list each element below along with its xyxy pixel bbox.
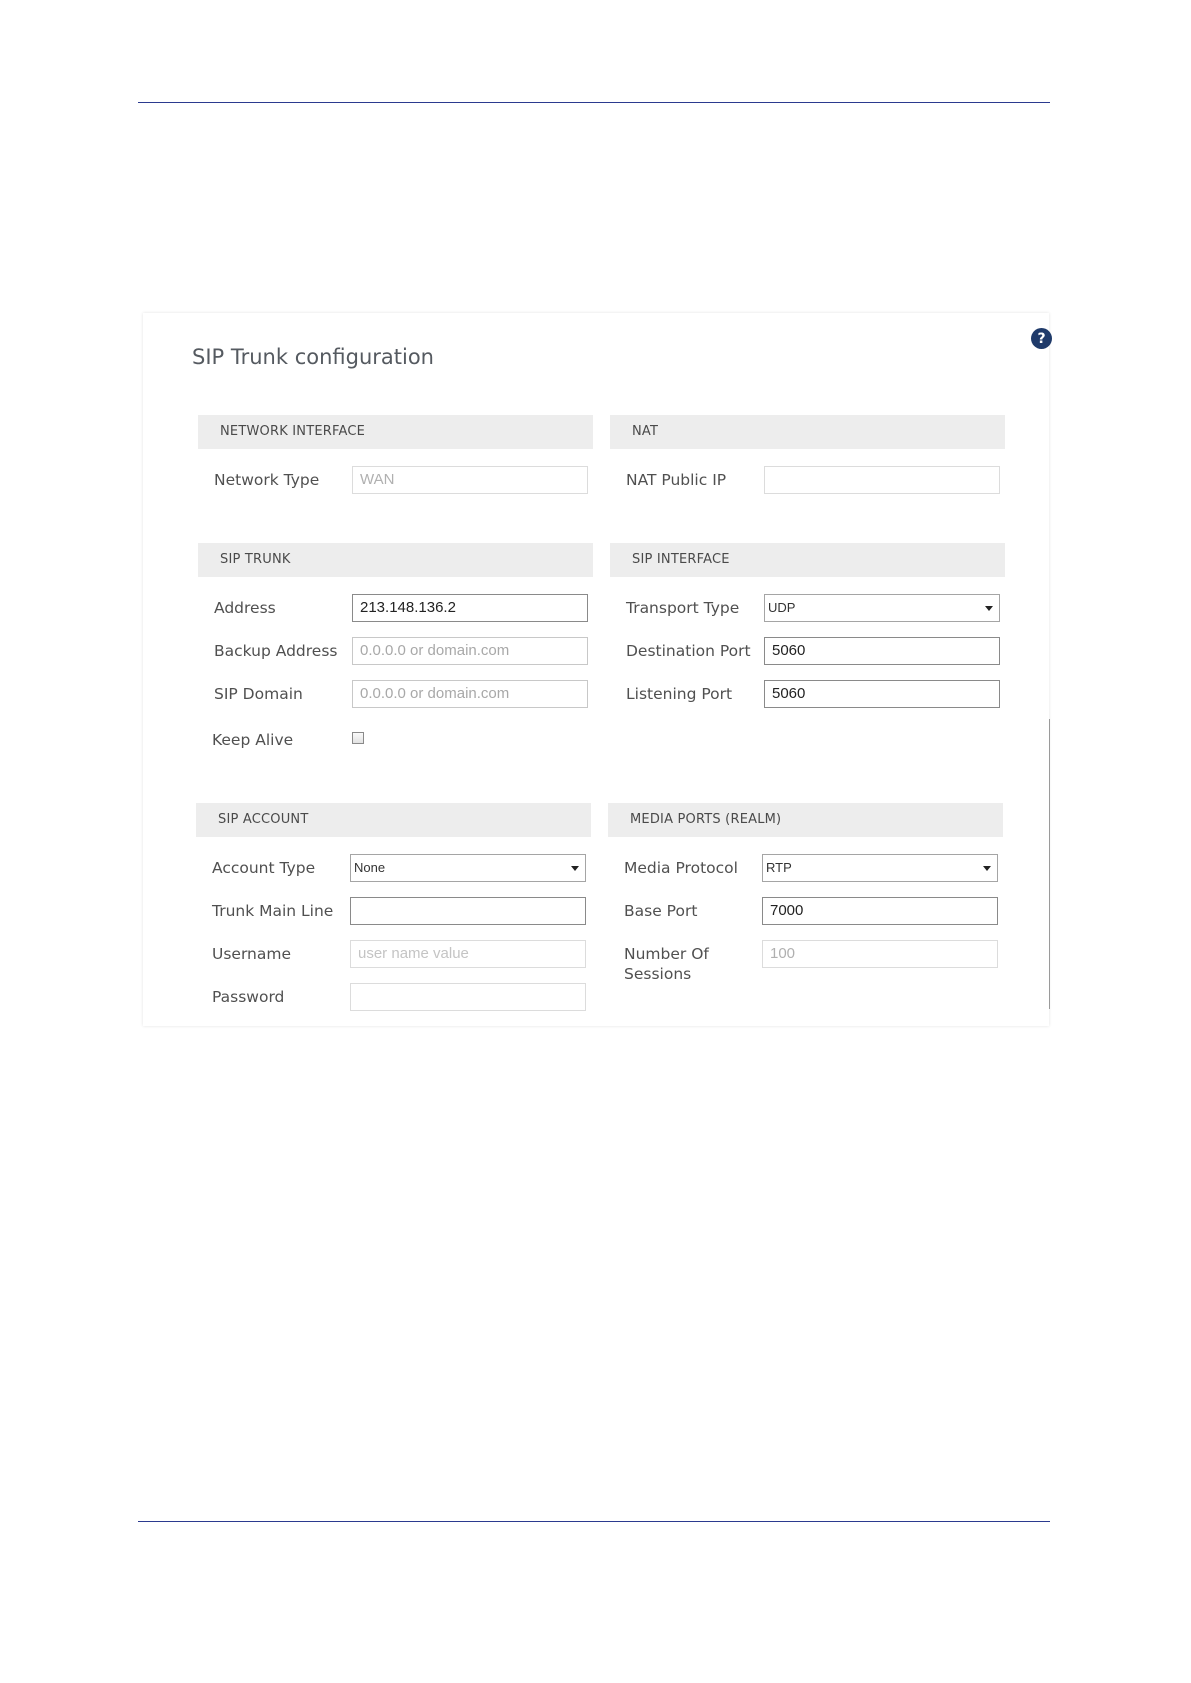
password-field[interactable] — [350, 983, 586, 1011]
section-sip-interface — [610, 543, 1005, 703]
media-protocol-row — [624, 854, 1004, 882]
account-type-select[interactable] — [350, 854, 586, 882]
section-header: SIP ACCOUNT — [196, 803, 591, 837]
username-label: Username — [212, 945, 292, 963]
password-label: Password — [212, 988, 285, 1006]
network-type-row — [214, 466, 594, 494]
footer-rule — [138, 1521, 1050, 1522]
section-nat — [610, 415, 1005, 489]
username-field[interactable]: user name value — [350, 940, 586, 968]
scrollbar[interactable] — [1049, 719, 1050, 1009]
media-protocol-select[interactable] — [762, 854, 998, 882]
section-network-interface — [198, 415, 593, 489]
transport-type-row — [626, 594, 1006, 622]
destination-port-label: Destination Port — [626, 642, 751, 660]
section-header: NAT — [610, 415, 1005, 449]
nat-public-ip-row — [626, 466, 1006, 494]
account-type-row — [212, 854, 592, 882]
trunk-main-line-label: Trunk Main Line — [212, 902, 334, 920]
section-header: MEDIA PORTS (REALM) — [608, 803, 1003, 837]
page-title: SIP Trunk configuration — [192, 345, 434, 369]
base-port-field[interactable]: 7000 — [762, 897, 998, 925]
number-of-sessions-row — [624, 940, 1004, 983]
section-sip-trunk — [198, 543, 593, 749]
backup-address-field[interactable]: 0.0.0.0 or domain.com — [352, 637, 588, 665]
chevron-down-icon — [985, 606, 993, 611]
account-type-value: None — [354, 860, 386, 875]
sip-domain-row — [214, 680, 594, 708]
sip-domain-label: SIP Domain — [214, 685, 303, 703]
number-of-sessions-field: 100 — [762, 940, 998, 968]
account-type-label: Account Type — [212, 859, 316, 877]
keep-alive-row — [214, 726, 594, 754]
header-rule — [138, 102, 1050, 103]
trunk-main-line-row — [212, 897, 592, 925]
listening-port-label: Listening Port — [626, 685, 733, 703]
keep-alive-label: Keep Alive — [212, 731, 294, 749]
base-port-row — [624, 897, 1004, 925]
nat-public-ip-label: NAT Public IP — [626, 471, 727, 489]
address-row — [214, 594, 594, 622]
base-port-label: Base Port — [624, 902, 698, 920]
media-protocol-label: Media Protocol — [624, 859, 738, 877]
question-circle-icon[interactable]: ? — [1031, 328, 1052, 349]
section-header: NETWORK INTERFACE — [198, 415, 593, 449]
sip-trunk-config-panel — [143, 313, 1049, 1026]
address-field[interactable]: 213.148.136.2 — [352, 594, 588, 622]
chevron-down-icon — [983, 866, 991, 871]
section-header: SIP TRUNK — [198, 543, 593, 577]
keep-alive-checkbox[interactable] — [352, 732, 364, 744]
username-row — [212, 940, 592, 968]
destination-port-row — [626, 637, 1006, 665]
address-label: Address — [214, 599, 276, 617]
section-header: SIP INTERFACE — [610, 543, 1005, 577]
transport-type-value: UDP — [768, 600, 796, 615]
chevron-down-icon — [571, 866, 579, 871]
network-type-label: Network Type — [214, 471, 320, 489]
listening-port-field[interactable]: 5060 — [764, 680, 1000, 708]
backup-address-label: Backup Address — [214, 642, 338, 660]
listening-port-row — [626, 680, 1006, 708]
network-type-field: WAN — [352, 466, 588, 494]
sip-domain-field[interactable]: 0.0.0.0 or domain.com — [352, 680, 588, 708]
password-row — [212, 983, 592, 1011]
media-protocol-value: RTP — [766, 860, 792, 875]
section-sip-account — [196, 803, 591, 1006]
section-media-ports — [608, 803, 1003, 983]
number-of-sessions-label: Number Of Sessions — [624, 945, 709, 983]
backup-address-row — [214, 637, 594, 665]
transport-type-label: Transport Type — [626, 599, 740, 617]
transport-type-select[interactable] — [764, 594, 1000, 622]
trunk-main-line-field[interactable] — [350, 897, 586, 925]
destination-port-field[interactable]: 5060 — [764, 637, 1000, 665]
nat-public-ip-field[interactable] — [764, 466, 1000, 494]
